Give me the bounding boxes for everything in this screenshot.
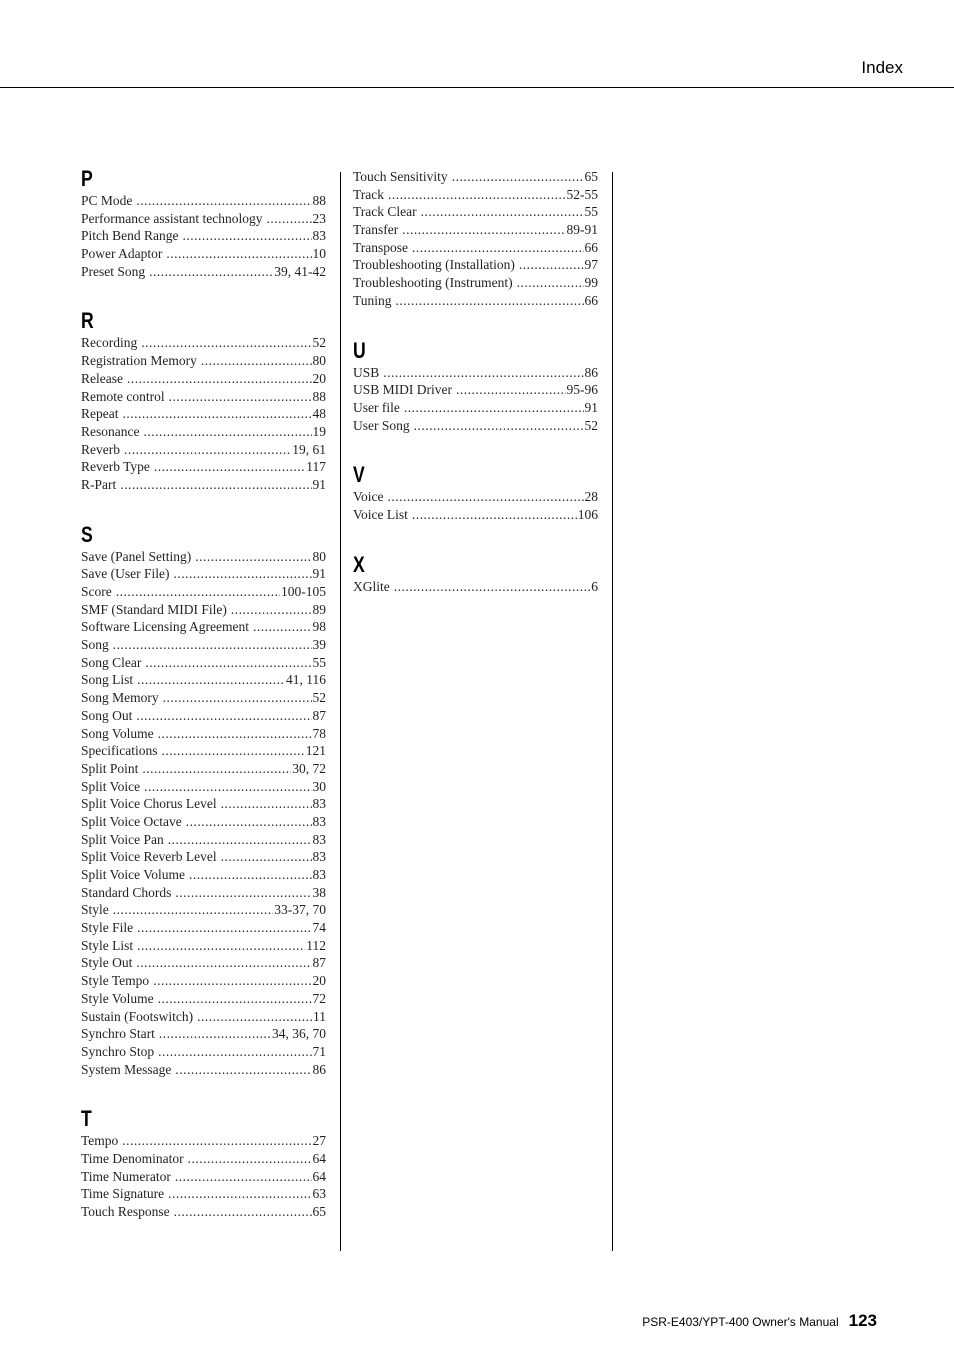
entry-page-ref: 83 — [312, 228, 326, 244]
entry-page-ref: 86 — [312, 1061, 326, 1077]
dot-leader — [168, 1185, 311, 1203]
dot-leader — [159, 1025, 271, 1043]
entry-term: Tuning — [353, 292, 392, 308]
entry-term: Synchro Stop — [81, 1043, 155, 1059]
index-entry — [81, 1150, 326, 1168]
index-column-2 — [353, 168, 598, 625]
dot-leader — [412, 239, 583, 257]
section-letter: P — [81, 166, 93, 191]
index-entry — [353, 186, 598, 204]
entry-page-ref: 117 — [306, 459, 326, 475]
entry-term: Split Voice Volume — [81, 867, 186, 882]
index-entry — [81, 1043, 326, 1061]
entry-page-ref: 63 — [312, 1186, 326, 1202]
index-entry — [81, 1185, 326, 1203]
entry-term: System Message — [81, 1061, 172, 1077]
entry-page-ref: 52 — [584, 417, 598, 433]
entry-list — [353, 488, 598, 523]
entry-page-ref: 106 — [577, 506, 598, 522]
dot-leader — [116, 583, 280, 601]
index-entry — [81, 1025, 326, 1043]
entry-page-ref: 91 — [584, 399, 598, 415]
entry-term: Registration Memory — [81, 353, 197, 369]
entry-list — [353, 578, 598, 596]
index-entry — [353, 506, 598, 524]
index-entry — [353, 381, 598, 399]
entry-page-ref: 87 — [312, 707, 326, 723]
index-entry — [81, 689, 326, 707]
entry-page-ref: 48 — [312, 406, 326, 422]
entry-term: Recording — [81, 335, 138, 351]
entry-term: Reverb — [81, 441, 120, 457]
dot-leader — [168, 831, 312, 849]
entry-term: Reverb Type — [81, 459, 150, 475]
entry-term: Time Numerator — [81, 1168, 171, 1184]
dot-leader — [231, 601, 312, 619]
index-entry — [81, 866, 326, 884]
entry-term: Style Out — [81, 955, 133, 971]
dot-leader — [388, 186, 565, 204]
index-entry — [81, 636, 326, 654]
entry-term: Split Point — [81, 760, 139, 776]
dot-leader — [394, 578, 591, 596]
dot-leader — [124, 441, 291, 459]
dot-leader — [169, 388, 312, 406]
index-entry — [81, 795, 326, 813]
entry-page-ref: 20 — [312, 370, 326, 386]
entry-term: Split Voice — [81, 778, 141, 794]
index-entry — [353, 578, 598, 596]
entry-term: Standard Chords — [81, 884, 172, 900]
section-letter: U — [353, 337, 366, 363]
section-letter: T — [81, 1106, 92, 1132]
entry-page-ref: 64 — [312, 1150, 326, 1166]
dot-leader — [144, 778, 311, 796]
dot-leader — [175, 1061, 311, 1079]
dot-leader — [163, 689, 312, 707]
entry-page-ref: 19 — [312, 423, 326, 439]
index-entry — [353, 168, 598, 186]
dot-leader — [383, 364, 583, 382]
entry-page-ref: 83 — [312, 796, 326, 812]
dot-leader — [388, 488, 584, 506]
entry-page-ref: 74 — [312, 920, 326, 936]
entry-term: Touch Response — [81, 1204, 170, 1219]
entry-term: XGlite — [353, 578, 390, 594]
entry-page-ref: 11 — [313, 1008, 326, 1024]
entry-page-ref: 83 — [312, 831, 326, 847]
index-entry — [81, 884, 326, 902]
entry-list — [81, 334, 326, 493]
entry-list — [81, 1132, 326, 1220]
entry-page-ref: 88 — [312, 193, 326, 208]
entry-term: User file — [353, 399, 400, 415]
entry-page-ref: 65 — [312, 1204, 326, 1219]
entry-term: Time Signature — [81, 1186, 165, 1202]
index-entry — [81, 441, 326, 459]
column-divider — [612, 172, 613, 1251]
index-entry — [81, 919, 326, 937]
entry-term: Time Denominator — [81, 1150, 184, 1166]
section-letter: V — [353, 462, 365, 488]
dot-leader — [158, 1043, 311, 1061]
entry-page-ref: 52 — [312, 690, 326, 706]
entry-term: Voice List — [353, 506, 408, 522]
entry-page-ref: 83 — [312, 849, 326, 865]
index-entry — [353, 203, 598, 221]
dot-leader — [175, 884, 311, 902]
dot-leader — [158, 725, 312, 743]
index-section — [81, 310, 326, 493]
dot-leader — [221, 795, 312, 813]
entry-page-ref: 88 — [312, 388, 326, 404]
entry-page-ref: 89-91 — [566, 222, 598, 238]
entry-term: Release — [81, 370, 123, 386]
dot-leader — [175, 1168, 312, 1186]
page-number: 123 — [848, 1311, 877, 1330]
page-footer — [642, 1311, 877, 1331]
column-divider — [340, 172, 341, 1251]
dot-leader — [189, 866, 311, 884]
entry-page-ref: 39, 41-42 — [274, 263, 326, 279]
entry-term: R-Part — [81, 476, 117, 492]
entry-term: Style Volume — [81, 990, 154, 1006]
dot-leader — [120, 476, 311, 494]
entry-page-ref: 20 — [312, 973, 326, 989]
index-entry — [81, 742, 326, 760]
entry-term: Software Licensing Agreement — [81, 619, 249, 635]
entry-page-ref: 100-105 — [281, 584, 326, 599]
index-entry — [81, 778, 326, 796]
index-entry — [81, 901, 326, 919]
index-entry — [353, 417, 598, 435]
entry-term: Style File — [81, 920, 134, 936]
entry-term: Split Voice Chorus Level — [81, 796, 217, 812]
index-entry — [353, 488, 598, 506]
index-entry — [81, 548, 326, 566]
entry-term: Synchro Start — [81, 1026, 155, 1042]
index-entry — [81, 707, 326, 725]
entry-page-ref: 83 — [312, 867, 326, 882]
entry-term: Score — [81, 584, 112, 599]
index-entry — [81, 458, 326, 476]
entry-term: Pitch Bend Range — [81, 228, 179, 244]
entry-term: Track — [353, 186, 385, 202]
index-entry — [81, 263, 326, 281]
index-entry — [81, 671, 326, 689]
dot-leader — [145, 654, 311, 672]
section-letter: X — [353, 551, 365, 577]
index-entry — [81, 423, 326, 441]
entry-term: Split Voice Reverb Level — [81, 849, 217, 865]
entry-term: Style — [81, 902, 109, 918]
dot-leader — [396, 292, 584, 310]
index-section — [353, 464, 598, 523]
index-entry — [81, 352, 326, 370]
dot-leader — [519, 256, 584, 274]
entry-term: Split Voice Octave — [81, 813, 182, 829]
index-entry — [353, 292, 598, 310]
index-entry — [81, 192, 326, 210]
entry-term: Troubleshooting (Installation) — [353, 257, 515, 273]
entry-page-ref: 19, 61 — [292, 441, 326, 457]
index-entry — [81, 370, 326, 388]
entry-term: Track Clear — [353, 204, 417, 220]
index-entry — [81, 583, 326, 601]
dot-leader — [452, 168, 584, 186]
entry-page-ref: 55 — [584, 204, 598, 220]
entry-page-ref: 10 — [312, 246, 326, 262]
index-section — [81, 521, 326, 1079]
entry-term: Save (User File) — [81, 566, 170, 582]
dot-leader — [201, 352, 312, 370]
dot-leader — [186, 813, 312, 831]
index-entry — [81, 227, 326, 245]
entry-page-ref: 34, 36, 70 — [272, 1026, 326, 1042]
dot-leader — [221, 848, 312, 866]
manual-title: PSR-E403/YPT-400 Owner's Manual — [642, 1315, 839, 1329]
entry-term: Save (Panel Setting) — [81, 548, 192, 564]
dot-leader — [137, 671, 285, 689]
entry-term: Song Clear — [81, 654, 142, 670]
entry-page-ref: 33-37, 70 — [274, 902, 326, 918]
entry-term: Troubleshooting (Instrument) — [353, 275, 513, 291]
entry-page-ref: 91 — [312, 566, 326, 582]
entry-term: Sustain (Footswitch) — [81, 1008, 194, 1024]
dot-leader — [113, 636, 312, 654]
dot-leader — [161, 742, 304, 760]
entry-page-ref: 89 — [312, 601, 326, 617]
index-entry — [81, 990, 326, 1008]
entry-page-ref: 23 — [312, 210, 326, 226]
header-rule — [0, 87, 954, 88]
index-entry — [81, 388, 326, 406]
entry-term: Split Voice Pan — [81, 831, 164, 847]
entry-page-ref: 98 — [312, 619, 326, 635]
section-letter: S — [81, 521, 93, 547]
index-entry — [353, 239, 598, 257]
index-section — [353, 337, 598, 435]
index-section — [353, 168, 598, 310]
entry-page-ref: 86 — [584, 364, 598, 380]
entry-page-ref: 80 — [312, 548, 326, 564]
dot-leader — [127, 370, 312, 388]
entry-term: Transfer — [353, 222, 399, 238]
entry-term: Touch Sensitivity — [353, 169, 448, 184]
section-letter: R — [81, 308, 94, 334]
entry-term: USB — [353, 364, 380, 380]
dot-leader — [136, 954, 311, 972]
entry-page-ref: 78 — [312, 725, 326, 741]
index-entry — [81, 1008, 326, 1026]
dot-leader — [414, 417, 584, 435]
dot-leader — [137, 937, 305, 955]
entry-page-ref: 41, 116 — [286, 672, 326, 688]
index-section — [81, 1108, 326, 1220]
dot-leader — [136, 707, 311, 725]
index-entry — [353, 256, 598, 274]
dot-leader — [174, 1203, 312, 1221]
dot-leader — [173, 565, 311, 583]
index-entry — [81, 1168, 326, 1186]
entry-page-ref: 38 — [312, 884, 326, 900]
entry-page-ref: 95-96 — [566, 382, 598, 398]
dot-leader — [137, 919, 311, 937]
entry-term: Song Memory — [81, 690, 159, 706]
index-entry — [81, 1061, 326, 1079]
index-entry — [81, 937, 326, 955]
index-entry — [81, 245, 326, 263]
dot-leader — [153, 972, 311, 990]
entry-page-ref: 55 — [312, 654, 326, 670]
entry-page-ref: 65 — [584, 169, 598, 184]
index-entry — [81, 618, 326, 636]
dot-leader — [195, 548, 311, 566]
dot-leader — [197, 1008, 312, 1026]
entry-term: USB MIDI Driver — [353, 382, 452, 398]
dot-leader — [402, 221, 565, 239]
entry-list — [81, 548, 326, 1079]
index-section — [353, 551, 598, 596]
entry-page-ref: 71 — [312, 1043, 326, 1059]
dot-leader — [253, 618, 312, 636]
entry-page-ref: 72 — [312, 990, 326, 1006]
entry-list — [353, 168, 598, 310]
entry-page-ref: 28 — [584, 489, 598, 505]
dot-leader — [136, 192, 311, 210]
entry-page-ref: 91 — [312, 476, 326, 492]
index-entry — [353, 274, 598, 292]
dot-leader — [154, 458, 305, 476]
dot-leader — [412, 506, 577, 524]
entry-page-ref: 99 — [584, 275, 598, 291]
entry-term: Voice — [353, 489, 384, 505]
entry-page-ref: 112 — [306, 937, 326, 953]
index-entry — [353, 399, 598, 417]
dot-leader — [266, 210, 311, 228]
dot-leader — [183, 227, 312, 245]
index-entry — [81, 813, 326, 831]
index-entry — [81, 334, 326, 352]
index-entry — [81, 1203, 326, 1221]
dot-leader — [122, 405, 311, 423]
index-entry — [353, 221, 598, 239]
entry-page-ref: 83 — [312, 813, 326, 829]
entry-page-ref: 87 — [312, 955, 326, 971]
dot-leader — [122, 1132, 311, 1150]
entry-term: Resonance — [81, 423, 140, 439]
entry-term: Song Volume — [81, 725, 154, 741]
entry-term: Preset Song — [81, 263, 146, 279]
entry-term: Repeat — [81, 406, 119, 422]
index-entry — [81, 476, 326, 494]
dot-leader — [113, 901, 273, 919]
entry-page-ref: 66 — [584, 292, 598, 308]
entry-term: Remote control — [81, 388, 165, 404]
dot-leader — [143, 423, 311, 441]
index-entry — [81, 210, 326, 228]
entry-term: Song Out — [81, 707, 133, 723]
entry-term: Specifications — [81, 743, 158, 759]
index-entry — [81, 405, 326, 423]
entry-page-ref: 97 — [584, 257, 598, 273]
dot-leader — [166, 245, 311, 263]
entry-page-ref: 80 — [312, 353, 326, 369]
dot-leader — [149, 263, 273, 281]
dot-leader — [421, 203, 584, 221]
entry-term: Style List — [81, 937, 134, 953]
entry-page-ref: 27 — [312, 1133, 326, 1149]
dot-leader — [142, 760, 291, 778]
index-entry — [81, 954, 326, 972]
dot-leader — [141, 334, 311, 352]
entry-page-ref: 39 — [312, 637, 326, 653]
entry-term: PC Mode — [81, 193, 133, 208]
entry-term: SMF (Standard MIDI File) — [81, 601, 227, 617]
dot-leader — [456, 381, 566, 399]
entry-term: User Song — [353, 417, 410, 433]
entry-page-ref: 52 — [312, 335, 326, 351]
index-entry — [353, 364, 598, 382]
index-entry — [81, 1132, 326, 1150]
dot-leader — [404, 399, 584, 417]
dot-leader — [517, 274, 584, 292]
page-header-title: Index — [861, 58, 903, 77]
index-entry — [81, 848, 326, 866]
entry-term: Song — [81, 637, 109, 653]
entry-page-ref: 52-55 — [566, 186, 598, 202]
entry-term: Style Tempo — [81, 973, 150, 989]
index-entry — [81, 831, 326, 849]
index-column-1 — [81, 168, 326, 1251]
entry-list — [81, 192, 326, 280]
index-entry — [81, 601, 326, 619]
index-entry — [81, 654, 326, 672]
index-entry — [81, 972, 326, 990]
entry-term: Power Adaptor — [81, 246, 163, 262]
entry-page-ref: 121 — [305, 743, 326, 759]
entry-term: Song List — [81, 672, 134, 688]
entry-page-ref: 30 — [312, 778, 326, 794]
index-entry — [81, 725, 326, 743]
entry-page-ref: 6 — [591, 578, 598, 594]
entry-term: Tempo — [81, 1133, 119, 1149]
dot-leader — [158, 990, 312, 1008]
dot-leader — [188, 1150, 312, 1168]
entry-term: Performance assistant technology — [81, 210, 263, 226]
entry-page-ref: 64 — [312, 1168, 326, 1184]
index-entry — [81, 565, 326, 583]
entry-page-ref: 30, 72 — [292, 760, 326, 776]
entry-list — [353, 364, 598, 435]
index-entry — [81, 760, 326, 778]
entry-page-ref: 66 — [584, 239, 598, 255]
entry-term: Transpose — [353, 239, 409, 255]
index-section — [81, 168, 326, 280]
